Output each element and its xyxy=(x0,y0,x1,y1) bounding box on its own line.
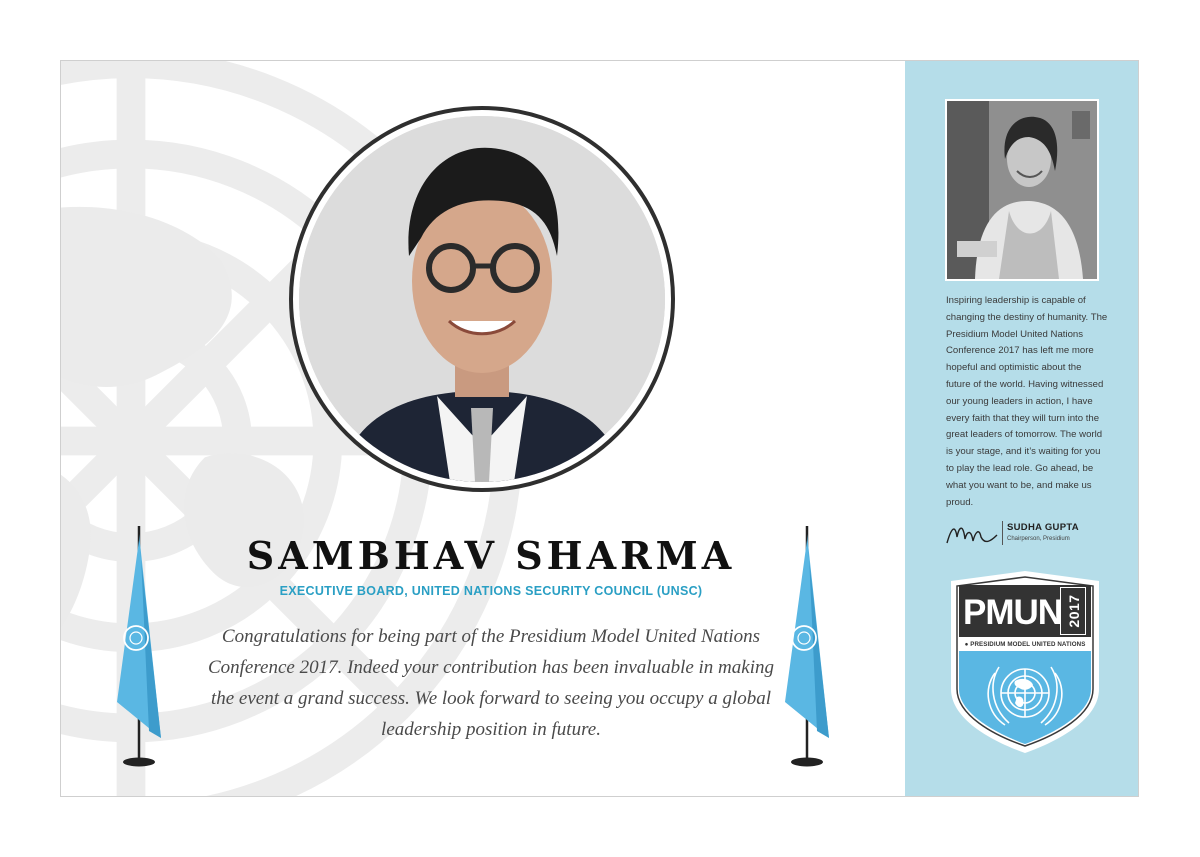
recipient-role: EXECUTIVE BOARD, UNITED NATIONS SECURITY COUNCIL (UNSC) xyxy=(279,584,703,598)
signature-icon xyxy=(945,519,999,549)
chairperson-panel xyxy=(905,61,1139,796)
chairperson-photo-image xyxy=(947,101,1097,279)
signatory-name: SUDHA GUPTA xyxy=(1007,522,1079,533)
logo-year-box xyxy=(1060,587,1086,635)
logo-subtitle: ● PRESIDIUM MODEL UNITED NATIONS xyxy=(964,641,1086,648)
certificate-main-panel xyxy=(61,61,905,796)
un-emblem-icon xyxy=(981,653,1069,733)
pmun-logo xyxy=(949,569,1101,755)
portrait-frame xyxy=(289,106,675,492)
congratulations-message: Congratulations for being part of the Presidium Model United Nations Conference 2017. Indeed your contribution has been invaluable in making the event a grand success. We look forward to seeing you occupy a global leadership position in future. xyxy=(207,626,774,740)
signatory-title: Chairperson, Presidium xyxy=(1007,536,1070,542)
certificate xyxy=(60,60,1139,797)
signature-block xyxy=(945,519,1115,549)
recipient-portrait xyxy=(299,116,665,482)
chairperson-photo xyxy=(945,99,1099,281)
signature-divider xyxy=(1002,521,1003,545)
logo-year: 2017 xyxy=(1066,594,1082,628)
logo-main-text: PMUN xyxy=(963,593,1063,632)
recipient-photo xyxy=(299,116,665,482)
recipient-name: SAMBHAV SHARMA xyxy=(246,533,736,578)
logo-header xyxy=(959,585,1091,637)
chairperson-quote: Inspiring leadership is capable of changing the destiny of humanity. The Presidium Model United Nations Conference 2017 has left me more hopeful and optimistic about the future of the world. Having witnessed our young leaders in action, I have every faith that they will turn into the great leaders of tomorrow. The world is your stage, and it’s waiting for you to play the lead role. Go ahead, be what you want to be, and make us proud. xyxy=(946,295,1108,508)
